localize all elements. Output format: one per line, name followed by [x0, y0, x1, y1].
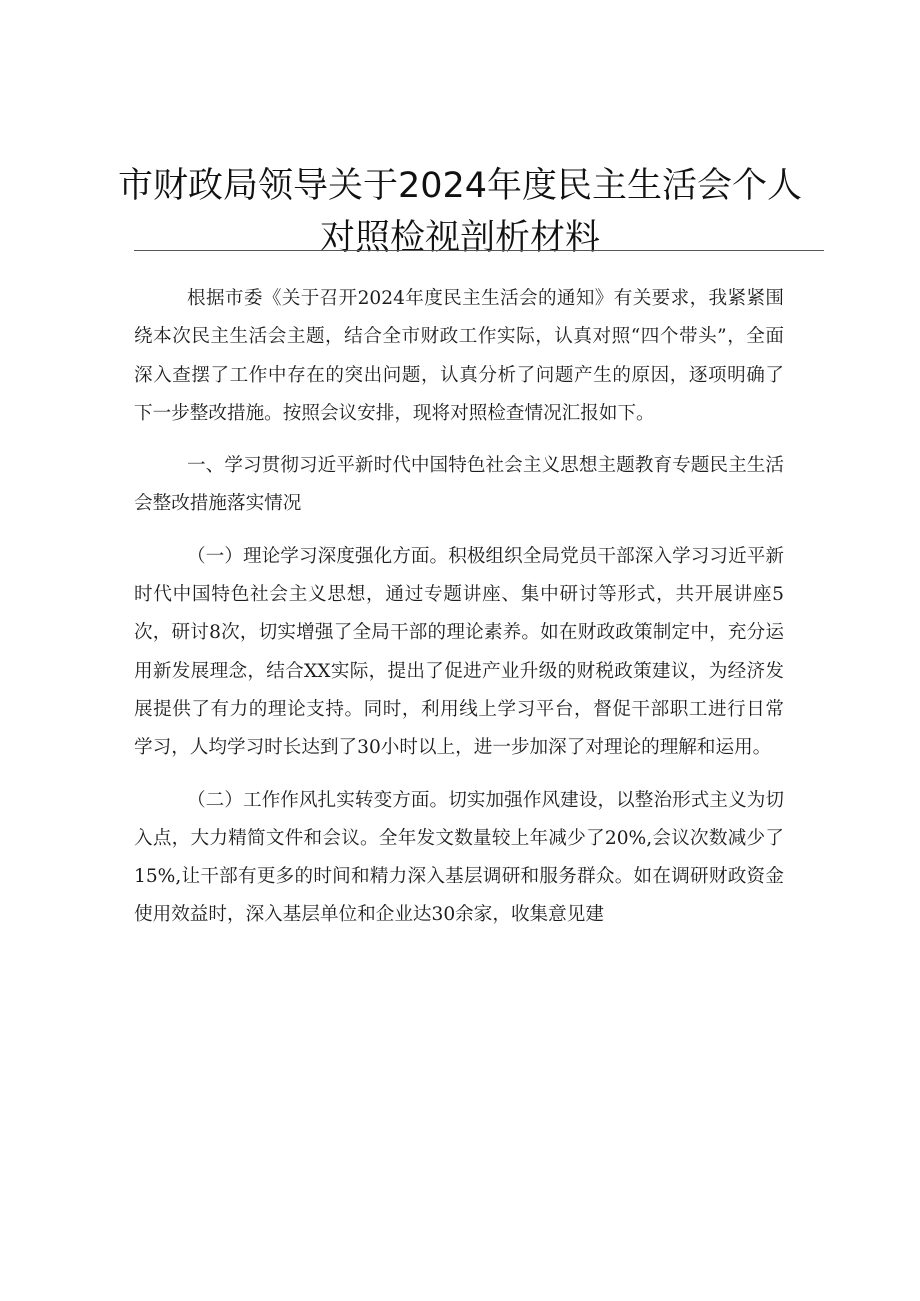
subsection-paragraph-1: （一）理论学习深度强化方面。积极组织全局党员干部深入学习习近平新时代中国特色社会主义思想，通过专题讲座、集中研讨等形式，共开展讲座5次，研讨8次，切实增强了全局干部的理论素养。如在财政政策制定中，充分运用新发展理念，结合XX实际，提出了促进产业升级的财税政策建议，为经济发展提供了有力的理论支持。同时，利用线上学习平台，督促干部职工进行日常学习，人均学习时长达到了30小时以上，进一步加深了对理论的理解和运用。 — [134, 545, 784, 759]
document-body — [134, 280, 784, 935]
intro-paragraph: 根据市委《关于召开2024年度民主生活会的通知》有关要求，我紧紧围绕本次民主生活会主题，结合全市财政工作实际，认真对照“四个带头”，全面深入查摆了工作中存在的突出问题，认真分析了问题产生的原因，逐项明确了下一步整改措施。按照会议安排，现将对照检查情况汇报如下。 — [134, 288, 784, 424]
document-title-line-1: 市财政局领导关于2024年度民主生活会个人 — [117, 166, 803, 206]
document-title-line-2: 对照检视剖析材料 — [319, 218, 600, 258]
section-heading-1: 一、学习贯彻习近平新时代中国特色社会主义思想主题教育专题民主生活会整改措施落实情况 — [134, 455, 784, 515]
subsection-paragraph-2: （二）工作作风扎实转变方面。切实加强作风建设，以整治形式主义为切入点，大力精简文件和会议。全年发文数量较上年减少了20%,会议次数减少了15%,让干部有更多的时间和精力深入基层调研和服务群众。如在调研财政资金使用效益时，深入基层单位和企业达30余家，收集意见建 — [134, 789, 784, 926]
title-divider — [134, 250, 824, 251]
